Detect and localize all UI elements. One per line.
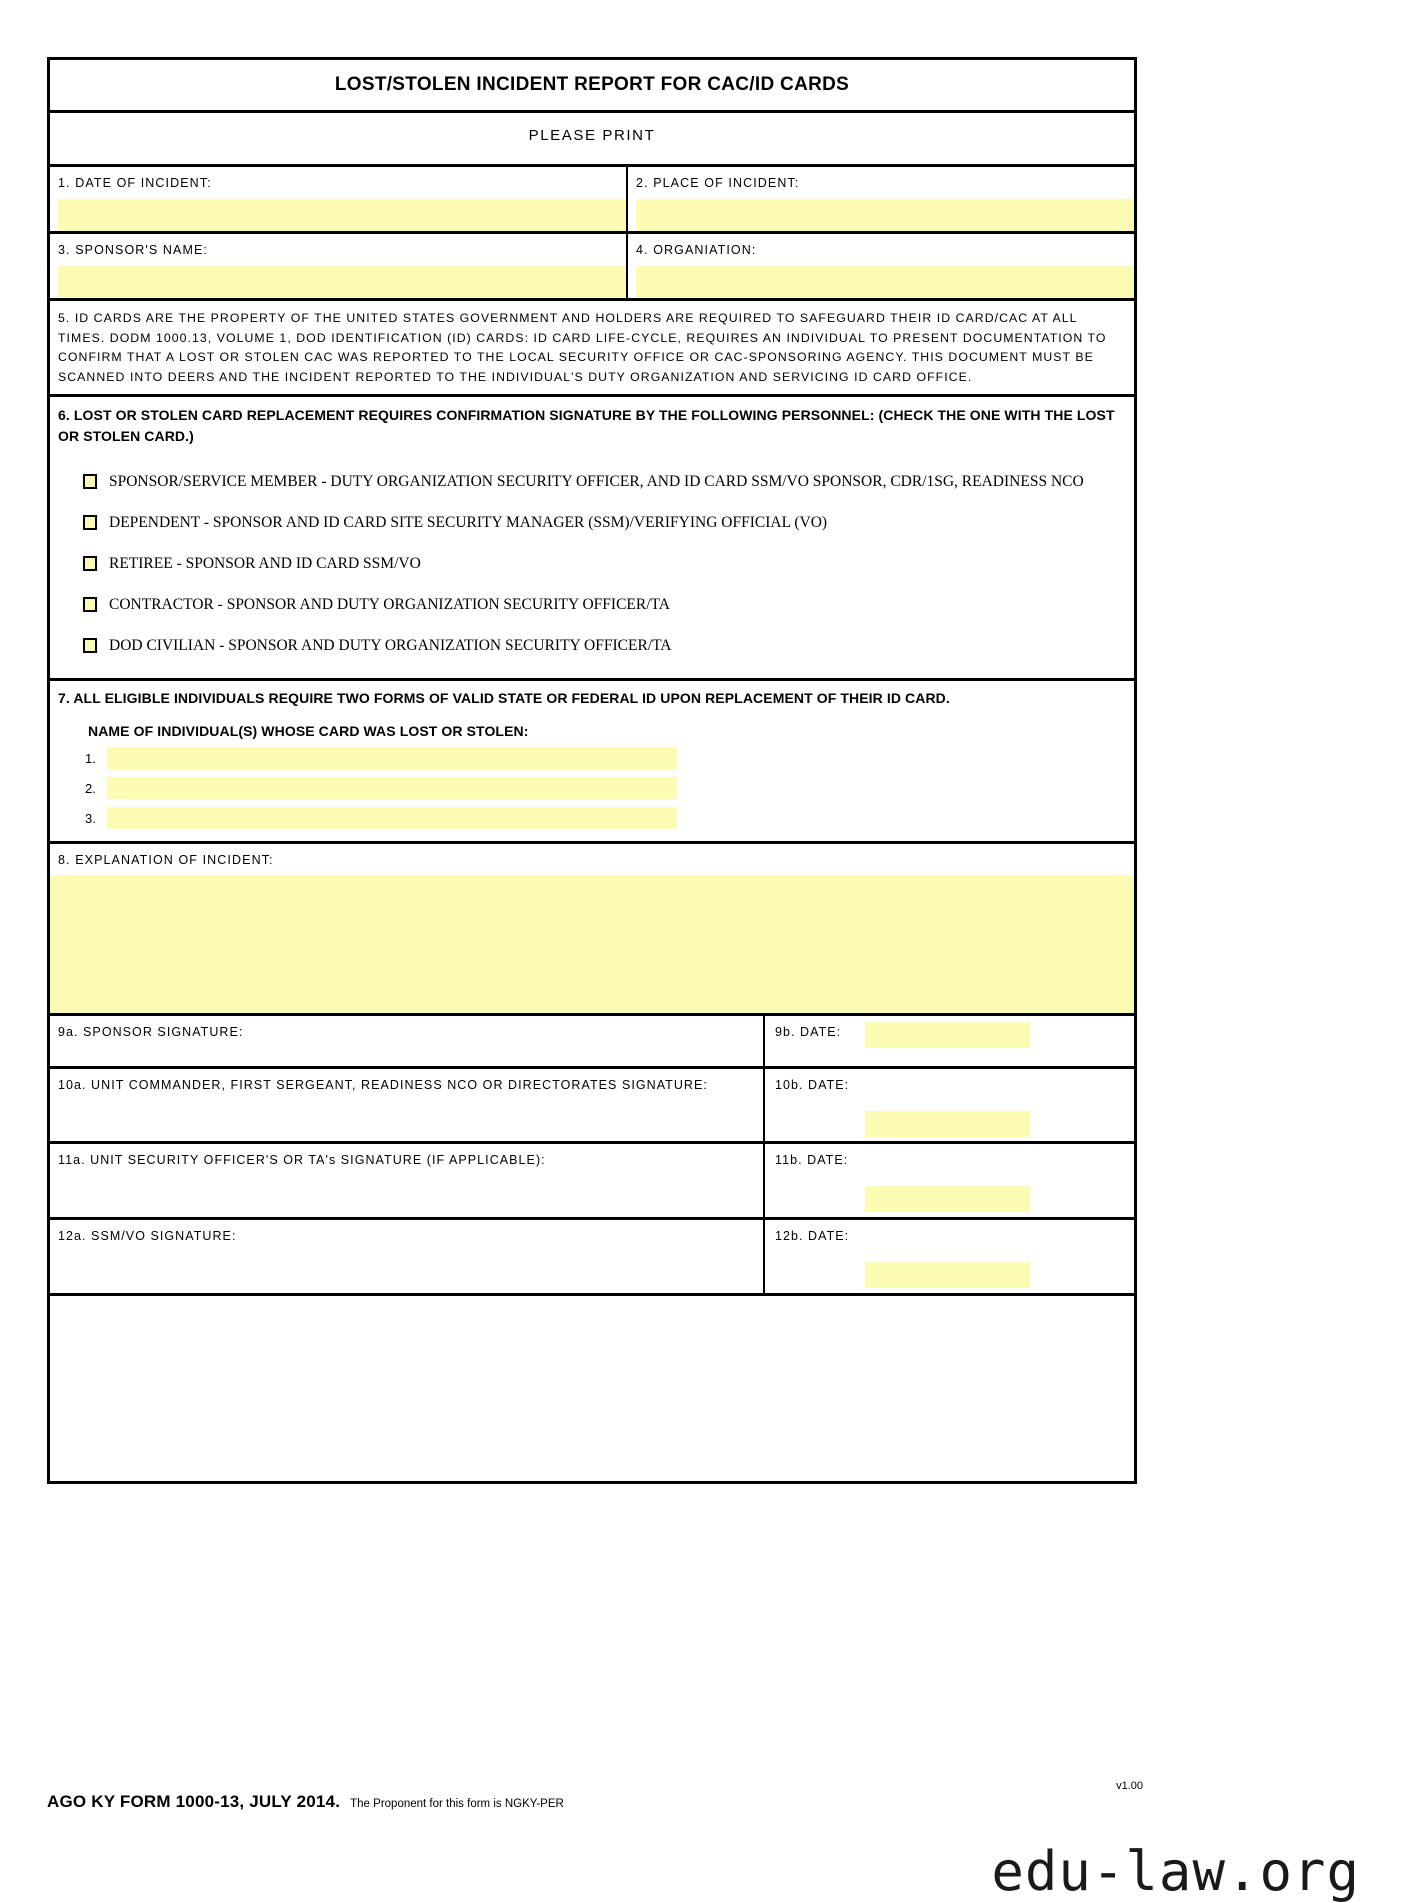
signature-row-10	[50, 1069, 1134, 1144]
row-fields-3-4	[50, 234, 1134, 301]
unit-security-officer-signature-field[interactable]	[50, 1144, 765, 1217]
section8-label: 8. EXPLANATION OF INCIDENT:	[58, 853, 274, 867]
sponsor-date-label: 9b. DATE:	[775, 1025, 842, 1039]
field-place-of-incident-label: 2. PLACE OF INCIDENT:	[636, 176, 800, 190]
place-of-incident-input[interactable]	[636, 199, 1134, 231]
section7-subheading: NAME OF INDIVIDUAL(S) WHOSE CARD WAS LOST OR STOLEN:	[88, 723, 529, 739]
sponsor-date-field	[765, 1016, 1134, 1066]
sponsor-date-input[interactable]	[865, 1022, 1030, 1048]
section6	[50, 397, 1134, 681]
field-sponsors-name	[50, 234, 628, 298]
unit-security-officer-date-label: 11b. DATE:	[775, 1153, 849, 1167]
section7-heading: 7. ALL ELIGIBLE INDIVIDUALS REQUIRE TWO FORMS OF VALID STATE OR FEDERAL ID UPON REPLACEMENT OF THEIR ID CARD.	[58, 690, 950, 706]
form-proponent: The Proponent for this form is NGKY-PER	[350, 1798, 564, 1810]
form-footer	[47, 1780, 1143, 1812]
unit-security-officer-date-input[interactable]	[865, 1186, 1030, 1212]
sponsors-name-input[interactable]	[58, 266, 626, 298]
form-title: LOST/STOLEN INCIDENT REPORT FOR CAC/ID CARDS	[50, 60, 1134, 113]
sponsor-signature-label: 9a. SPONSOR SIGNATURE:	[58, 1025, 244, 1039]
please-print-notice: PLEASE PRINT	[50, 113, 1134, 167]
checkbox-label: DOD CIVILIAN - SPONSOR AND DUTY ORGANIZATION SECURITY OFFICER/TA	[109, 636, 672, 654]
explanation-of-incident-input[interactable]	[50, 875, 1134, 1013]
ssm-vo-date-input[interactable]	[865, 1262, 1030, 1288]
name-row-number: 3.	[85, 810, 96, 826]
checkbox-option-dod-civilian[interactable]	[58, 625, 1126, 666]
name-row-1	[58, 747, 1126, 769]
unit-commander-date-field	[765, 1069, 1134, 1141]
form-version: v1.00	[1116, 1780, 1143, 1792]
section6-checkbox-list	[58, 461, 1126, 666]
field-organization	[628, 234, 1134, 298]
name-row-3	[58, 807, 1126, 829]
field-sponsors-name-label: 3. SPONSOR'S NAME:	[58, 243, 208, 257]
signature-row-12	[50, 1220, 1134, 1296]
unit-commander-date-label: 10b. DATE:	[775, 1078, 850, 1092]
unit-commander-signature-field[interactable]	[50, 1069, 765, 1141]
signature-row-9	[50, 1016, 1134, 1069]
section8	[50, 844, 1134, 1016]
date-of-incident-input[interactable]	[58, 199, 626, 231]
checkbox-icon[interactable]	[83, 638, 97, 653]
checkbox-label: RETIREE - SPONSOR AND ID CARD SSM/VO	[109, 554, 421, 572]
form-number: AGO KY FORM 1000-13, JULY 2014.	[47, 1792, 341, 1811]
checkbox-icon[interactable]	[83, 556, 97, 571]
signature-row-11	[50, 1144, 1134, 1220]
organization-input[interactable]	[636, 266, 1134, 298]
blank-remarks-area	[50, 1296, 1134, 1481]
ssm-vo-signature-label: 12a. SSM/VO SIGNATURE:	[58, 1229, 237, 1243]
field-organization-label: 4. ORGANIATION:	[636, 243, 757, 257]
ssm-vo-date-label: 12b. DATE:	[775, 1229, 850, 1243]
checkbox-option-contractor[interactable]	[58, 584, 1126, 625]
field-place-of-incident	[628, 167, 1134, 231]
checkbox-label: DEPENDENT - SPONSOR AND ID CARD SITE SECURITY MANAGER (SSM)/VERIFYING OFFICIAL (VO)	[109, 513, 828, 531]
checkbox-icon[interactable]	[83, 515, 97, 530]
checkbox-label: CONTRACTOR - SPONSOR AND DUTY ORGANIZATION SECURITY OFFICER/TA	[109, 595, 670, 613]
field-date-of-incident	[50, 167, 628, 231]
section6-heading: 6. LOST OR STOLEN CARD REPLACEMENT REQUIRES CONFIRMATION SIGNATURE BY THE FOLLOWING PERSONNEL: (CHECK THE ONE WITH THE LOST OR STOLEN CARD.)	[58, 407, 1115, 444]
name-row-2	[58, 777, 1126, 799]
form-frame	[47, 57, 1137, 1484]
section5-notice-text: 5. ID CARDS ARE THE PROPERTY OF THE UNITED STATES GOVERNMENT AND HOLDERS ARE REQUIRED TO SAFEGUARD THEIR ID CARD/CAC AT ALL TIMES. DODM 1000.13, VOLUME 1, DOD IDENTIFICATION (ID) CARDS: ID CARD LIFE-CYCLE, REQUIRES AN INDIVIDUAL TO PRESENT DOCUMENTATION TO CONFIRM THAT A LOST OR STOLEN CAC WAS REPORTED TO THE LOCAL SECURITY OFFICE OR CAC-SPONSORING AGENCY. THIS DOCUMENT MUST BE SCANNED INTO DEERS AND THE INCIDENT REPORTED TO THE INDIVIDUAL'S DUTY ORGANIZATION AND SERVICING ID CARD OFFICE.	[50, 301, 1134, 397]
checkbox-label: SPONSOR/SERVICE MEMBER - DUTY ORGANIZATION SECURITY OFFICER, AND ID CARD SSM/VO SPONSOR, CDR/1SG, READINESS NCO	[109, 472, 1084, 490]
name-input-2[interactable]	[107, 777, 677, 799]
site-watermark: edu-law.org	[991, 1840, 1360, 1903]
name-input-3[interactable]	[107, 807, 677, 829]
field-date-of-incident-label: 1. DATE OF INCIDENT:	[58, 176, 212, 190]
unit-commander-signature-label: 10a. UNIT COMMANDER, FIRST SERGEANT, READINESS NCO OR DIRECTORATES SIGNATURE:	[58, 1078, 708, 1092]
unit-security-officer-date-field	[765, 1144, 1134, 1217]
name-row-number: 1.	[85, 750, 96, 766]
ssm-vo-date-field	[765, 1220, 1134, 1293]
checkbox-option-dependent[interactable]	[58, 502, 1126, 543]
section7	[50, 681, 1134, 844]
sponsor-signature-field[interactable]	[50, 1016, 765, 1066]
row-fields-1-2	[50, 167, 1134, 234]
ssm-vo-signature-field[interactable]	[50, 1220, 765, 1293]
checkbox-icon[interactable]	[83, 474, 97, 489]
name-row-number: 2.	[85, 780, 96, 796]
unit-security-officer-signature-label: 11a. UNIT SECURITY OFFICER'S OR TA's SIGNATURE (IF APPLICABLE):	[58, 1153, 546, 1167]
checkbox-option-retiree[interactable]	[58, 543, 1126, 584]
unit-commander-date-input[interactable]	[865, 1111, 1030, 1137]
checkbox-option-sponsor-service-member[interactable]	[58, 461, 1126, 502]
name-input-1[interactable]	[107, 747, 677, 769]
checkbox-icon[interactable]	[83, 597, 97, 612]
